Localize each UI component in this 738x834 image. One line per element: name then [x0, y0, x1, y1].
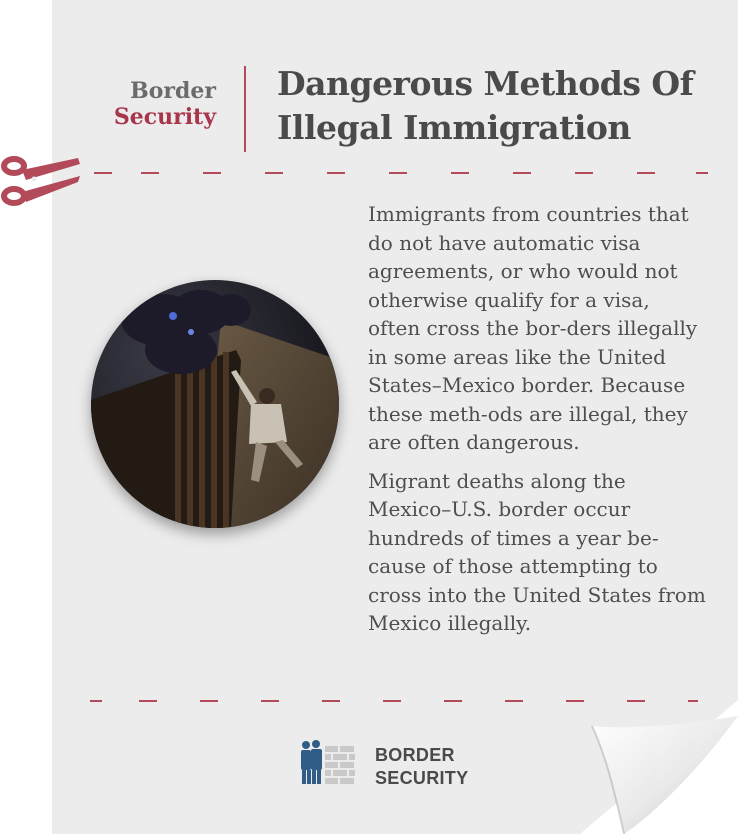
footer-logo-text — [375, 744, 468, 790]
border-photo — [91, 280, 339, 528]
title-divider — [244, 66, 246, 152]
tag-line-2: Security — [113, 104, 216, 130]
page-title: Dangerous Methods Of Illegal Immigration — [277, 64, 694, 147]
footer-line-1: BORDER — [375, 745, 455, 765]
border-security-logo-icon — [300, 740, 362, 786]
footer-line-2: SECURITY — [375, 768, 469, 788]
paragraph-2: Migrant deaths along the Mexico–U.S. border occur hundreds of times a year be-cause of those attempting to cross into the United States from Mexico illegally. — [368, 468, 706, 635]
scissors-icon — [0, 152, 84, 212]
page-curl — [580, 700, 738, 834]
article-body — [368, 200, 708, 648]
tag-line-1: Border — [130, 78, 216, 104]
category-tag — [70, 78, 216, 130]
paragraph-1: Immigrants from countries that do not have automatic visa agreements, or who would not otherwise qualify for a visa, often cross the bor-ders illegally in some areas like the United States–Mexico border. Because these meth-ods are illegal, they are often dangerous. — [368, 202, 698, 454]
cut-line-top — [94, 172, 714, 174]
photo-illustration — [91, 280, 339, 528]
